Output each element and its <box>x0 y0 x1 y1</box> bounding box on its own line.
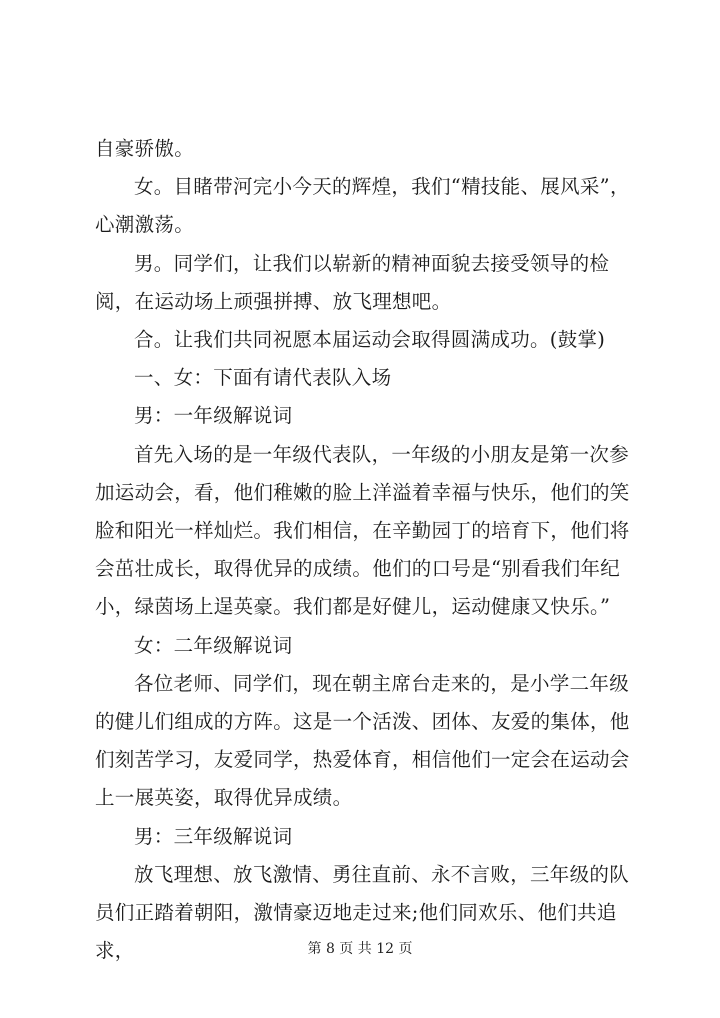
paragraph-female-speech: 女。目睹带河完小今天的辉煌，我们“精技能、展风采”，心潮激荡。 <box>95 175 630 237</box>
section-heading-entrance: 一、女：下面有请代表队入场 <box>134 366 392 390</box>
paragraph-male-speech: 男。同学们，让我们以崭新的精神面貌去接受领导的检阅，在运动场上顽强拼搏、放飞理想吧。 <box>95 251 610 313</box>
paragraph-continuation: 自豪骄傲。 <box>95 137 195 160</box>
document-body <box>95 130 645 970</box>
paragraph-grade-one: 首先入场的是一年级代表队，一年级的小朋友是第一次参加运动会，看，他们稚嫩的脸上洋溢着幸福与快乐，他们的笑脸和阳光一样灿烂。我们相信，在辛勤园丁的培育下，他们将会茁壮成长，取得优异的成绩。他们的口号是“别看我们年纪小，绿茵场上逞英豪。我们都是好健儿，运动健康又快乐。” <box>95 442 630 619</box>
heading-grade-three: 男：三年级解说词 <box>134 824 293 848</box>
heading-grade-one: 男：一年级解说词 <box>134 404 293 428</box>
heading-grade-two: 女：二年级解说词 <box>134 633 293 657</box>
paragraph-grade-three: 放飞理想、放飞激情、勇往直前、永不言败，三年级的队员们正踏着朝阳，激情豪迈地走过来;他们同欢乐、他们共追求， <box>95 862 630 963</box>
paragraph-grade-two: 各位老师、同学们，现在朝主席台走来的，是小学二年级的健儿们组成的方阵。这是一个活泼、团体、友爱的集体，他们刻苦学习，友爱同学，热爱体育，相信他们一定会在运动会上一展英姿，取得优异成绩。 <box>95 671 630 810</box>
page-footer: 第 8 页 共 12 页 <box>307 941 413 957</box>
paragraph-together: 合。让我们共同祝愿本届运动会取得圆满成功。(鼓掌) <box>134 328 606 352</box>
